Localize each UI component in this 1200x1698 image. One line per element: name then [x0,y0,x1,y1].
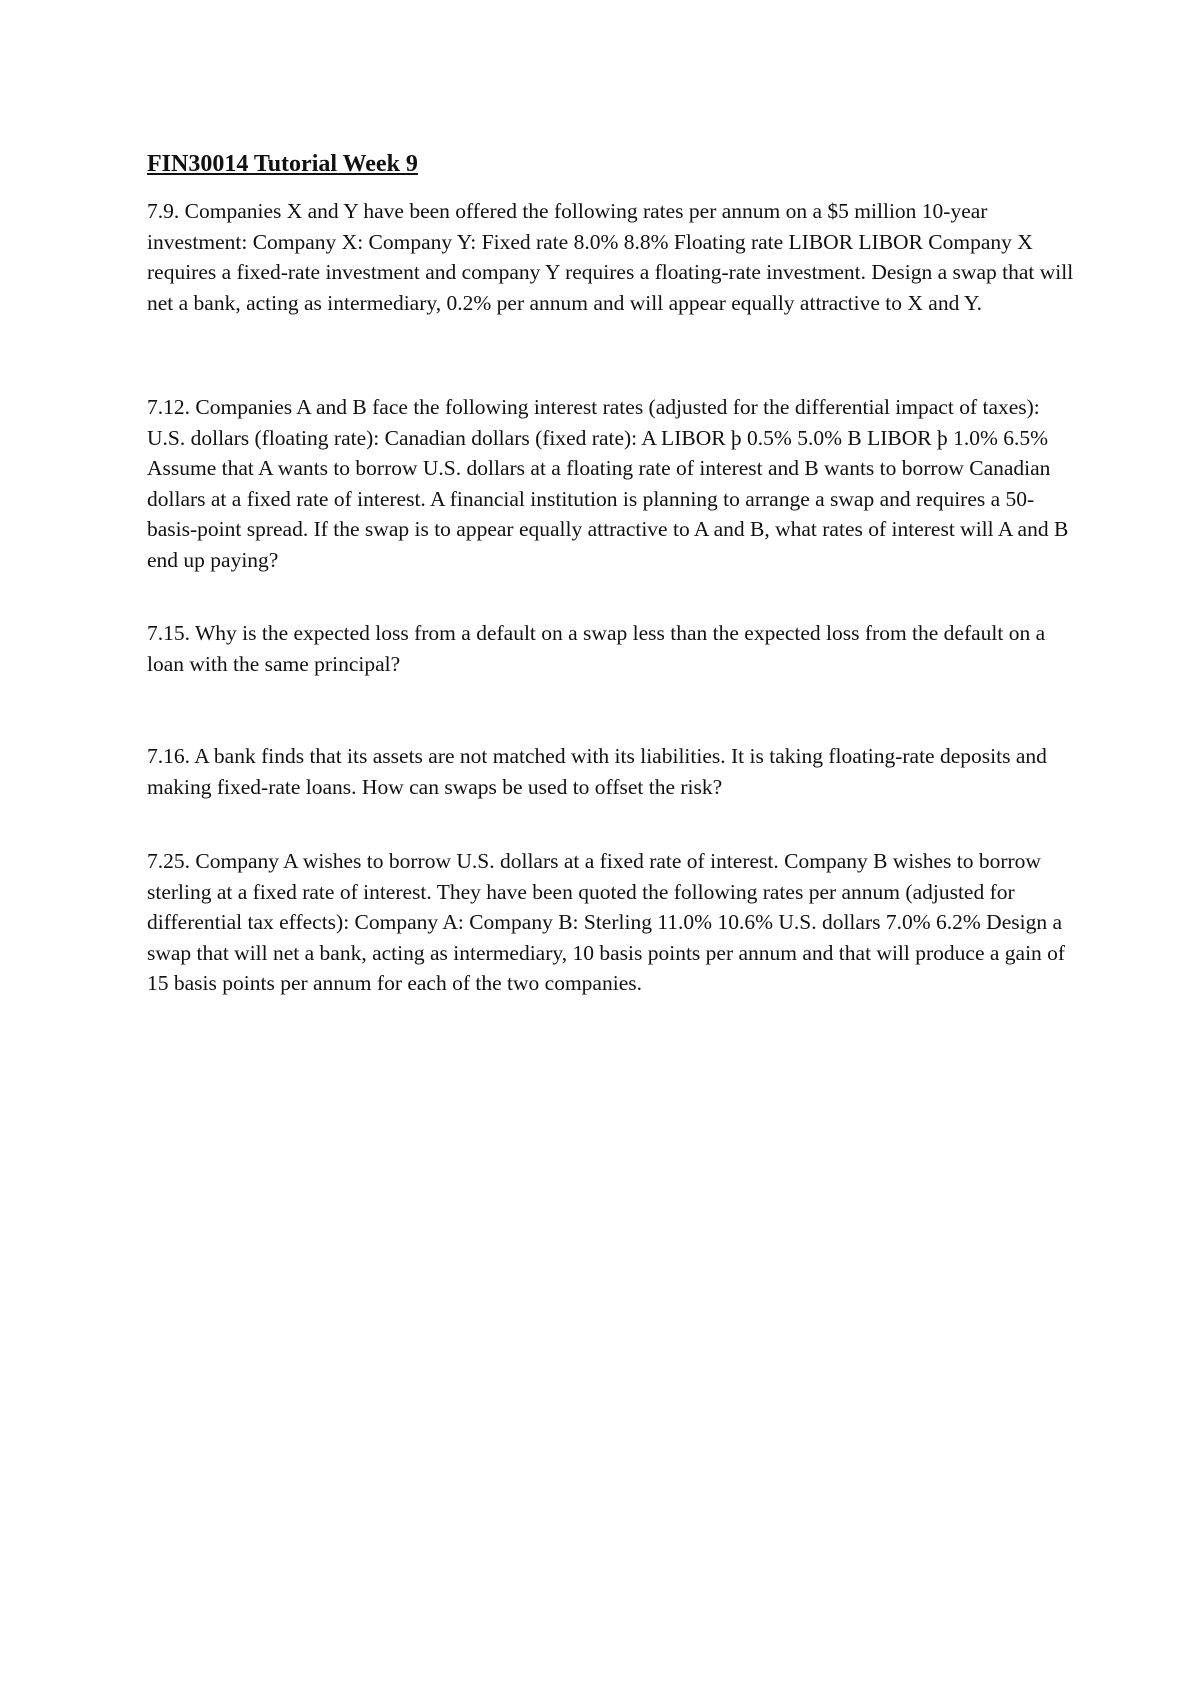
question-7-16: 7.16. A bank finds that its assets are not matched with its liabilities. It is taking floating-rate deposits and making fixed-rate loans. How can swaps be used to offset the risk? [147,744,1047,799]
question-7-9: 7.9. Companies X and Y have been offered the following rates per annum on a $5 million 10-year investment: Company X: Company Y: Fixed rate 8.0% 8.8% Floating rate LIBOR LIBOR Company X requires a fixed-rate investment and company Y requires a floating-rate investment. Design a swap that will net a bank, acting as intermediary, 0.2% per annum and will appear equally attractive to X and Y. [147,199,1074,315]
document-title: FIN30014 Tutorial Week 9 [147,151,418,177]
question-7-12: 7.12. Companies A and B face the following interest rates (adjusted for the differential impact of taxes): U.S. dollars (floating rate): Canadian dollars (fixed rate): A LIBOR þ 0.5% 5.0% B LIBOR þ 1.0% 6.5% Assume that A wants to borrow U.S. dollars at a floating rate of interest and B wants to borrow Canadian dollars at a fixed rate of interest. A financial institution is planning to arrange a swap and requires a 50-basis-point spread. If the swap is to appear equally attractive to A and B, what rates of interest will A and B end up paying? [147,395,1069,572]
question-7-15: 7.15. Why is the expected loss from a default on a swap less than the expected loss from the default on a loan with the same principal? [147,621,1046,676]
question-7-25: 7.25. Company A wishes to borrow U.S. dollars at a fixed rate of interest. Company B wishes to borrow sterling at a fixed rate of interest. They have been quoted the following rates per annum (adjusted for differential tax effects): Company A: Company B: Sterling 11.0% 10.6% U.S. dollars 7.0% 6.2% Design a swap that will net a bank, acting as intermediary, 10 basis points per annum and that will produce a gain of 15 basis points per annum for each of the two companies. [147,849,1066,995]
